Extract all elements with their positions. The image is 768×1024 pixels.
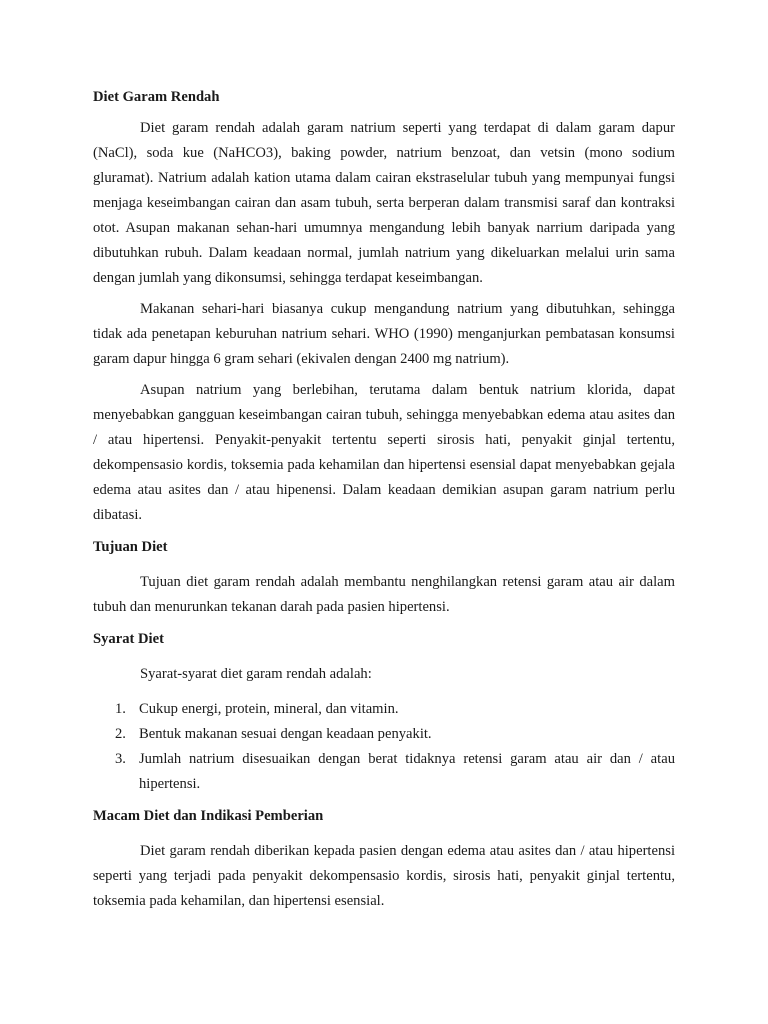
paragraph-tujuan: Tujuan diet garam rendah adalah membantu nenghilangkan retensi garam atau air dalam tubuh dan menurunkan tekanan darah pada pasien hipertensi.	[93, 574, 675, 615]
list-item-text: Bentuk makanan sesuai dengan keadaan penyakit.	[139, 726, 432, 742]
list-item-text: Jumlah natrium disesuaikan dengan berat tidaknya retensi garam atau air dan / atau hipertensi.	[139, 751, 675, 792]
list-item	[93, 697, 675, 722]
paragraph-daily-needs: Makanan sehari-hari biasanya cukup mengandung natrium yang dibutuhkan, sehingga tidak ada penetapan keburuhan natrium sehari. WHO (1990) menganjurkan pembatasan konsumsi garam dapur hingga 6 gram sehari (ekivalen dengan 2400 mg natrium).	[93, 301, 675, 367]
section-heading-tujuan-diet: Tujuan Diet	[93, 539, 168, 555]
paragraph-excess-intake: Asupan natrium yang berlebihan, terutama dalam bentuk natrium klorida, dapat menyebabkan gangguan keseimbangan cairan tubuh, sehingga menyebabkan edema atau asites dan / atau hipertensi. Penyakit-penyakit tertentu seperti sirosis hati, penyakit ginjal tertentu, dekompensasio kordis, toksemia pada kehamilan dan hipertensi esensial dapat menyebabkan gejala edema atau asites dan / atau hipenensi. Dalam keadaan demikian asupan garam natrium perlu dibatasi.	[93, 382, 675, 523]
section-heading-diet-garam-rendah: Diet Garam Rendah	[93, 89, 220, 105]
list-item	[93, 722, 675, 747]
paragraph-syarat-intro: Syarat-syarat diet garam rendah adalah:	[140, 666, 372, 682]
list-item	[93, 747, 675, 797]
list-item-number: 3.	[115, 751, 126, 767]
section-heading-macam-diet: Macam Diet dan Indikasi Pemberian	[93, 808, 324, 824]
list-item-number: 2.	[115, 726, 126, 742]
section-heading-syarat-diet: Syarat Diet	[93, 631, 164, 647]
list-item-text: Cukup energi, protein, mineral, dan vitamin.	[139, 701, 399, 717]
list-item-number: 1.	[115, 701, 126, 717]
syarat-list	[93, 697, 675, 797]
paragraph-macam-diet: Diet garam rendah diberikan kepada pasien dengan edema atau asites dan / atau hipertensi seperti yang terjadi pada penyakit dekompensasio kordis, sirosis hati, penyakit ginjal tertentu, toksemia pada kehamilan, dan hipertensi esensial.	[93, 843, 675, 909]
paragraph-definition: Diet garam rendah adalah garam natrium seperti yang terdapat di dalam garam dapur (NaCl), soda kue (NaHCO3), baking powder, natrium benzoat, dan vetsin (mono sodium gluramat). Natrium adalah kation utama dalam cairan ekstraselular tubuh yang mempunyai fungsi menjaga keseimbangan cairan dan asam tubuh, serta berperan dalam transmisi saraf dan kontraksi otot. Asupan makanan sehan-hari umumnya mengandung lebih banyak narrium daripada yang dibutuhkan rubuh. Dalam keadaan normal, jumlah natrium yang dikeluarkan melalui urin sama dengan jumlah yang dikonsumsi, sehingga terdapat keseimbangan.	[93, 120, 675, 286]
